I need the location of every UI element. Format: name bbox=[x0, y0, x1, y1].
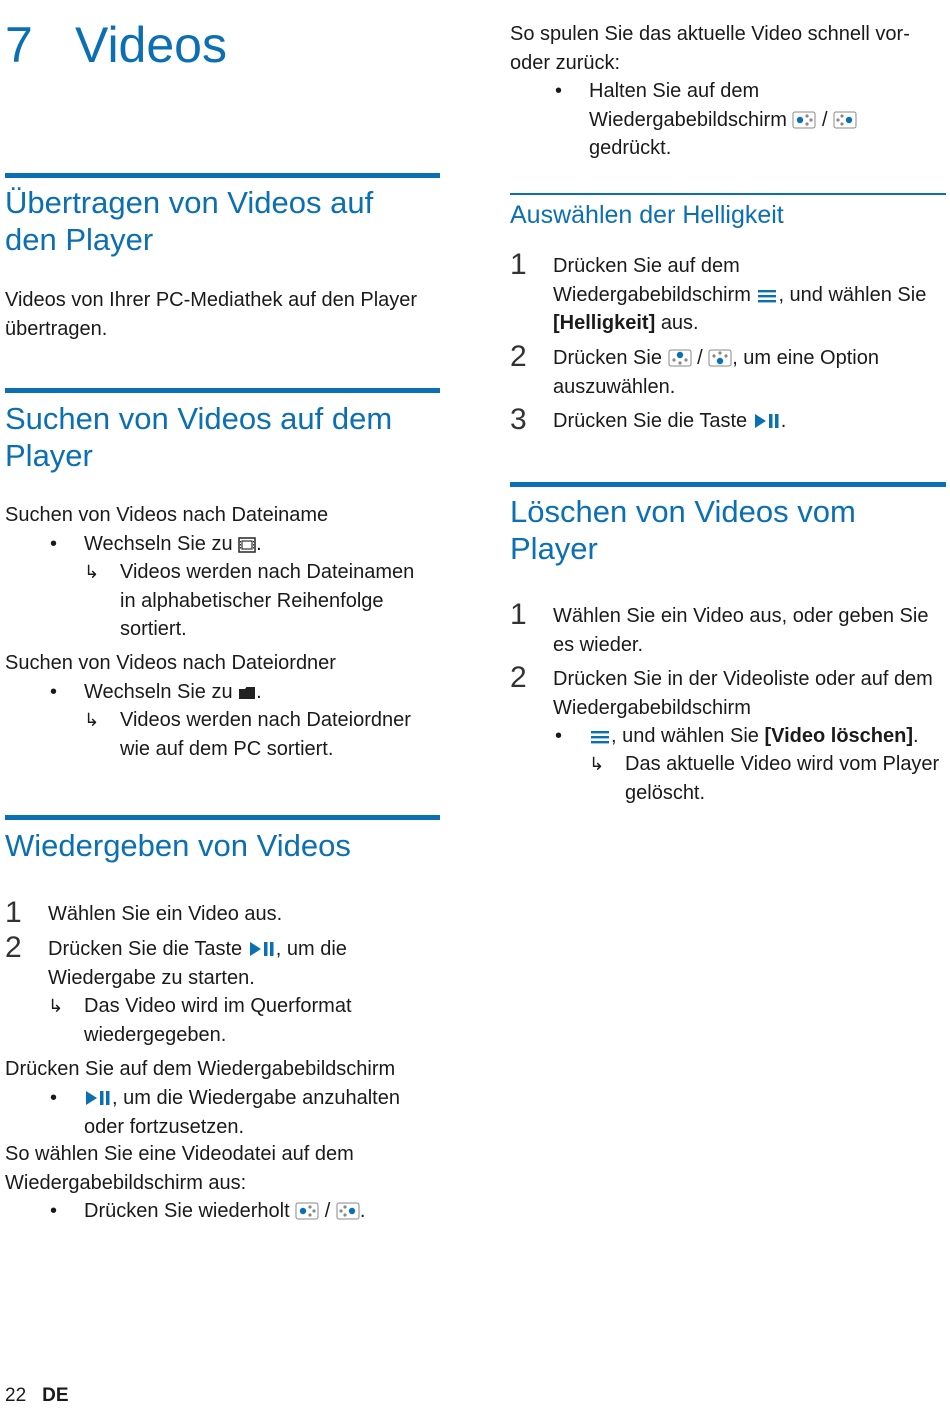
section-rule bbox=[510, 193, 946, 195]
previous-icon bbox=[792, 111, 816, 129]
bullet-marker: • bbox=[50, 1087, 58, 1109]
result-arrow-icon: ↳ bbox=[589, 754, 605, 774]
step-number: 1 bbox=[510, 248, 527, 281]
brightness-step2-a: Drücken Sie bbox=[553, 347, 662, 369]
delete-bullet-a: , und wählen Sie bbox=[611, 725, 759, 747]
next-icon bbox=[336, 1202, 360, 1220]
result-arrow-icon: ↳ bbox=[84, 710, 100, 730]
step-number: 2 bbox=[5, 931, 22, 964]
delete-option: [Video löschen] bbox=[764, 725, 913, 747]
brightness-step3: Drücken Sie die Taste bbox=[553, 410, 748, 432]
section-heading-playback: Wiedergeben von Videos bbox=[5, 828, 351, 863]
film-strip-icon bbox=[238, 537, 256, 553]
next-icon bbox=[833, 111, 857, 129]
folder-icon bbox=[238, 685, 256, 701]
playback-on-screen-title: Drücken Sie auf dem Wiedergabebildschirm bbox=[5, 1058, 396, 1080]
bullet-marker: • bbox=[50, 681, 58, 703]
result-arrow-icon: ↳ bbox=[48, 996, 64, 1016]
page-footer bbox=[5, 1384, 69, 1408]
previous-icon bbox=[668, 349, 692, 367]
previous-icon bbox=[295, 1202, 319, 1220]
chapter-title-text: Videos bbox=[75, 17, 227, 73]
search-by-name-result: Videos werden nach Dateinamen in alphabetischer Reihenfolge sortiert. bbox=[120, 561, 415, 640]
search-by-name-title: Suchen von Videos nach Dateiname bbox=[5, 504, 329, 526]
playback-step2-b: , um die Wiedergabe zu starten. bbox=[48, 938, 347, 989]
brightness-option: [Helligkeit] bbox=[553, 312, 656, 334]
transfer-text: Videos von Ihrer PC-Mediathek auf den Player übertragen. bbox=[5, 289, 418, 340]
section-heading-search: Suchen von Videos auf dem Player bbox=[5, 401, 393, 473]
brightness-step1-b: , und wählen Sie bbox=[778, 283, 927, 306]
play-pause-icon bbox=[84, 1089, 112, 1107]
playback-pause-text: , um die Wiedergabe anzuhalten oder fortzusetzen. bbox=[84, 1087, 400, 1138]
language-code: DE bbox=[42, 1385, 69, 1406]
play-pause-icon bbox=[248, 940, 276, 958]
playback-repeat-press: Drücken Sie wiederholt bbox=[84, 1200, 290, 1222]
section-rule bbox=[510, 482, 946, 487]
playback-step1: Wählen Sie ein Video aus. bbox=[48, 903, 283, 925]
bullet-marker: • bbox=[555, 80, 563, 102]
seek-bullet: Halten Sie auf dem Wiedergabebildschirm bbox=[589, 80, 787, 131]
playback-step2-a: Drücken Sie die Taste bbox=[48, 938, 243, 960]
bullet-marker: • bbox=[50, 533, 58, 555]
brightness-step1-c: aus. bbox=[660, 312, 699, 334]
brightness-step2-b: , um eine Option auszuwählen. bbox=[553, 347, 879, 398]
delete-step1: Wählen Sie ein Video aus, oder geben Sie es wieder. bbox=[553, 605, 929, 656]
next-icon bbox=[708, 349, 732, 367]
section-rule bbox=[5, 173, 440, 178]
bullet-marker: • bbox=[555, 725, 563, 747]
search-by-folder-title: Suchen von Videos nach Dateiordner bbox=[5, 652, 336, 674]
section-heading-delete: Löschen von Videos vom Player bbox=[510, 494, 856, 566]
step-number: 1 bbox=[5, 896, 22, 929]
section-heading-transfer: Übertragen von Videos auf den Player bbox=[5, 185, 374, 257]
section-rule bbox=[5, 815, 440, 820]
search-by-folder-bullet: Wechseln Sie zu bbox=[84, 681, 233, 703]
search-by-name-bullet: Wechseln Sie zu bbox=[84, 533, 233, 555]
page-number: 22 bbox=[5, 1385, 27, 1406]
chapter-number: 7 bbox=[5, 17, 33, 73]
step-number: 2 bbox=[510, 661, 527, 694]
brightness-step1-a: Drücken Sie auf dem Wiedergabebildschirm bbox=[553, 255, 751, 306]
result-arrow-icon: ↳ bbox=[84, 562, 100, 582]
delete-step2: Drücken Sie in der Videoliste oder auf dem Wiedergabebildschirm bbox=[553, 668, 933, 719]
search-by-folder-result: Videos werden nach Dateiordner wie auf dem PC sortiert. bbox=[120, 709, 411, 760]
step-number: 1 bbox=[510, 598, 527, 631]
menu-icon bbox=[756, 288, 778, 304]
seek-bullet-end: gedrückt. bbox=[589, 137, 672, 159]
section-heading-brightness: Auswählen der Helligkeit bbox=[510, 201, 784, 229]
bullet-marker: • bbox=[50, 1200, 58, 1222]
delete-result: Das aktuelle Video wird vom Player gelöscht. bbox=[625, 753, 940, 804]
chapter-title bbox=[5, 12, 227, 78]
seek-title: So spulen Sie das aktuelle Video schnell vor- oder zurück: bbox=[510, 23, 910, 74]
menu-icon bbox=[589, 729, 611, 745]
step-number: 2 bbox=[510, 340, 527, 373]
section-rule bbox=[5, 388, 440, 393]
play-pause-icon bbox=[753, 412, 781, 430]
step-number: 3 bbox=[510, 403, 527, 436]
playback-step2-result: Das Video wird im Querformat wiedergegeben. bbox=[84, 995, 352, 1046]
playback-select-file-title: So wählen Sie eine Videodatei auf dem Wiedergabebildschirm aus: bbox=[5, 1143, 354, 1194]
